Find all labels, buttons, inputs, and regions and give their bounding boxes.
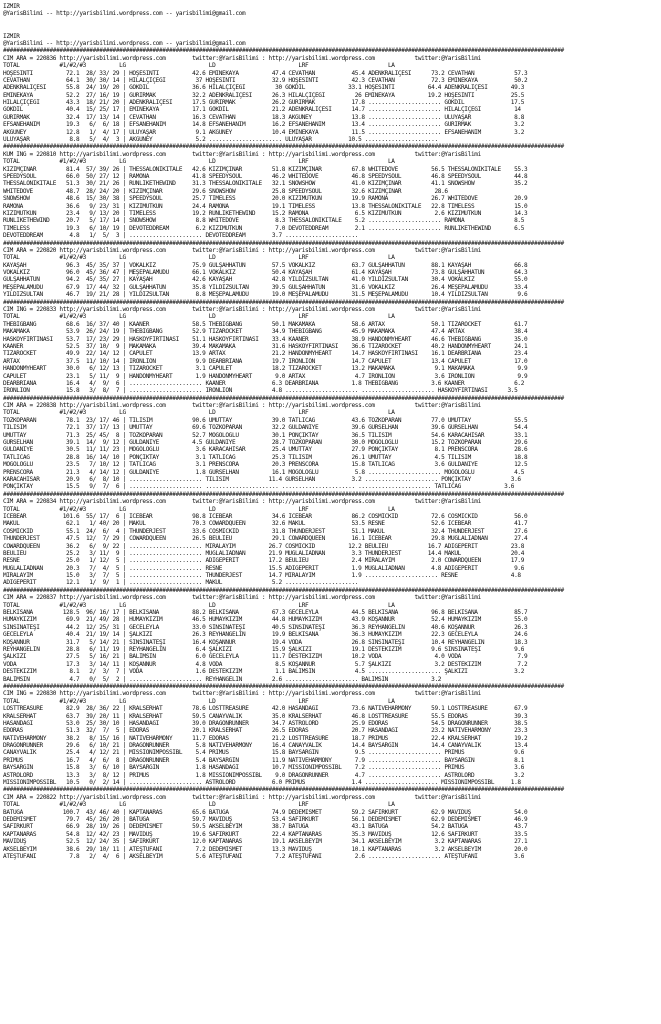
text-line: HANDONMYHEART 30.0 6/ 12/ 13 | TIZAROCKET 3.1 CAPULET 18.2 TIZAROCKET 13.2 MAKAMAKA 9.1 MAKAMAKA 9.9: [3, 365, 528, 373]
text-line: CAPULET 23.1 5/ 11/ 9 | HANDONMYHEART 1.9 HANDONMYHEART 9.0 ARTAX 4.7 IRONLION 3.6 IRONLION 9.9: [3, 372, 528, 380]
text-line: IZMIR: [3, 3, 20, 10]
text-line: COSMICKID 55.1 24/ 6/ 4 | THUNDERJEST 33.6 COSMICKID 31.8 THUNDERJEST 51.1 MAKUL 32.4 THUNDERJEST 27.6: [3, 527, 528, 535]
text-line: UMUTTAY 71.3 25/ 45/ 8 | TOZKOPARAN 52.7 MOĞOLOĞLU 30.1 PONÇIKTAY 36.5 TILISIM 54.6 KARACAHISAR 33.1: [3, 431, 528, 439]
text-line: #########################################################################################################################################################################: [3, 394, 564, 402]
text-line: KIZIMUTKUN 23.4 9/ 13/ 20 | TIMELESS 19.2 RUNLIKETHEWIND 15.2 RAMONA 6.5 KIZIMUTKUN 2.6 KIZIMUTKUN 14.3: [3, 209, 528, 217]
text-line: GECELEYLA 40.4 21/ 19/ 14 | ŞALKIZI 26.3 REYHANGELIN 19.9 BELKISANA 36.3 HUMAYKIZIM 22.3 GECELEYLA 24.6: [3, 631, 528, 639]
text-line: MEŞEPALAMUDU 67.9 17/ 44/ 32 | GÜLŞAHHATUN 35.8 YILDIZSULTAN 39.5 GÜLŞAHHATUN 31.6 VOKALKIZ 26.4 MEŞEPALAMUDU 33.4: [3, 283, 528, 291]
text-line: TOTAL #1/#2/#3 LG LD LRF LA: [3, 158, 395, 166]
text-line: CANAYVALIK 25.4 4/ 12/ 21 | MISSIONIMPOSSIBL 5.4 PRIMUS 15.8 BAYSARGIN 9.5 ...................... PRIMUS 9.6: [3, 749, 525, 757]
text-line: SINSINATEŞI 44.2 12/ 25/ 31 | GECELEYLA 33.0 SINSINATEŞI 40.5 SINSINATEŞI 36.3 REYHANGELIN 40.6 KOŞANNUR 26.3: [3, 623, 528, 631]
text-line: #########################################################################################################################################################################: [3, 586, 564, 594]
text-line: #########################################################################################################################################################################: [3, 682, 564, 690]
text-line: KIZIMÇINAR 81.4 57/ 39/ 26 | THESSALONIKITALE 42.6 KIZIMÇINAR 51.8 KIZIMÇINAR 67.8 WHITEDOVE 56.5 THESSALONIKITALE 55.3: [3, 165, 528, 173]
text-line: MAKAMAKA 53.9 26/ 24/ 19 | THEBIGBANG 52.9 TIZAROCKET 34.9 THEBIGBANG 45.9 MAKAMAKA 47.4 ARTAX 38.4: [3, 328, 528, 336]
text-line: DRAGONRUNNER 29.6 6/ 10/ 21 | DRAGONRUNNER 5.8 NATIVEHARMONY 16.4 CANAYVALIK 14.4 BAYSARGIN 14.4 CANAYVALIK 13.4: [3, 742, 528, 750]
text-line: CIM ING = 220830 http://yarisbilimi.wordpress.com twitter:@YarisBilimi : http://yarisbilimi.wordpress.com twitter:@YarisBilimi: [3, 690, 481, 698]
text-line: THUNDERJEST 47.5 12/ 7/ 29 | COWARDQUEEN 26.5 BEULIEU 29.1 COWARDQUEEN 16.1 ICEBEAR 29.8 MUĞLALIADNAN 27.4: [3, 535, 528, 543]
text-line: TOTAL #1/#2/#3 LG LD LRF LA: [3, 254, 395, 262]
text-line: THEBIGBANG 68.6 16/ 37/ 40 | KAANER 58.5 THEBIGBANG 50.1 MAKAMAKA 58.6 ARTAX 50.1 TIZAROCKET 61.7: [3, 320, 528, 328]
text-line: KRALSERHAT 63.7 39/ 20/ 11 | KRALSERHAT 59.5 CANAYVALIK 35.0 KRALSERHAT 46.8 LOSTTREASURE 55.5 EDORAS 39.3: [3, 712, 528, 720]
text-line: EDORAS 51.3 32/ 7/ 5 | EDORAS 20.1 KRALSERHAT 26.5 EDORAS 20.7 HASANDAĞI 23.2 NATIVEHARMONY 23.3: [3, 727, 528, 735]
text-line: CIM ARA = 220820 http://yarisbilimi.wordpress.com twitter:@YarisBilimi : http://yarisbilimi.wordpress.com twitter:@YarisBilimi: [3, 246, 481, 254]
text-line: PONÇIKTAY 15.5 9/ 7/ 6 | ...................... ...................... ...................... ...................... TATLICAĞ 3.6: [3, 483, 515, 491]
text-line: MAKUL 62.1 1/ 40/ 20 | MAKUL 70.3 COWARDQUEEN 32.6 MAKUL 53.5 RESNE 52.6 ICEBEAR 41.7: [3, 520, 528, 528]
text-line: KAANER 52.5 37/ 10/ 9 | MAKAMAKA 39.4 MAKAMAKA 31.6 HASKÖYFIRTINASI 36.6 TIZAROCKET 40.2 HANDONMYHEART 24.1: [3, 342, 528, 350]
text-line: TOTAL #1/#2/#3 LG LD LRF LA: [3, 601, 395, 609]
text-line: TOZKOPARAN 78.1 23/ 17/ 46 | TILISIM 90.6 UMUTTAY 39.0 TATLICAĞ 43.6 TOZKOPARAN 77.0 UMUTTAY 55.5: [3, 416, 528, 424]
text-line: ARTAX 37.5 11/ 10/ 14 | IRONLION 9.9 DEARBRIANA 19.7 IRONLION 14.7 CAPULET 13.4 CAPULET 17.0: [3, 357, 528, 365]
text-line: KARACAHISAR 20.9 6/ 8/ 10 | ...................... TILISIM 11.4 GÜRSELHAN 3.2 ...................... PONÇIKTAY 3.6: [3, 476, 521, 483]
text-line: [3, 25, 661, 32]
text-line: EFSANEHANIM 19.3 6/ 6/ 18 | EFSANEHANIM 14.8 EFSANEHANIM 16.2 EFSANEHANIM 13.4 ...................... GÜRIRMAK 3.2: [3, 121, 525, 129]
text-line: BATUGA 100.7 43/ 46/ 40 | KAPTANARAS 65.6 BATUGA 74.9 DEDEMISMET 59.2 SAFIRKURT 62.9 MAVIDÜŞ 54.0: [3, 808, 528, 816]
text-line: #########################################################################################################################################################################: [3, 239, 564, 247]
text-line: MISSIONIMPOSSIBL 10.5 0/ 2/ 14 | ...................... ASTROLORD 6.0 PRIMUS 1.4 ...................... MISSIONIMPOSSIBL 1.8: [3, 779, 521, 787]
text-line: NATIVEHARMONY 38.2 8/ 15/ 16 | NATIVEHARMONY 11.7 EDORAS 21.2 LOSTTREASURE 18.7 PRIMUS 22.4 KRALSERHAT 19.2: [3, 734, 528, 742]
text-line: DEARBRIANA 16.4 4/ 9/ 6 | ...................... KAANER 6.3 DEARBRIANA 1.8 THEBIGBANG 3.6 KAANER 6.2: [3, 379, 525, 387]
text-line: BEULIEU 25.2 3/ 11/ 9 | ...................... MUĞLALIADNAN 21.9 MUĞLALIADNAN 3.3 THUNDERJEST 14.4 MAKUL 20.4: [3, 549, 525, 557]
text-line: TIZAROCKET 49.9 22/ 14/ 12 | CAPULET 13.9 ARTAX 21.2 HANDONMYHEART 14.7 HASKÖYFIRTINASI 16.1 DEARBRIANA 23.4: [3, 350, 528, 358]
text-line: RUNLIKETHEWIND 20.7 5/ 17/ 14 | SNOWSHOW 8.8 WHITEDOVE 8.3 THESSALONIKITALE 5.2 ...................... RAMONA 8.5: [3, 217, 525, 225]
text-line: HOŞESINTI 72.1 28/ 33/ 29 | HOŞESINTI 42.6 EMINEKAYA 47.4 CEVATHAN 45.4 ADENKRALIÇESI 73.2 CEVATHAN 57.3: [3, 69, 528, 77]
text-line: ADENKRALIÇESI 55.8 24/ 19/ 20 | GÖKDIL 36.6 HILALÇİÇEĞI 30 GÖKDIL 33.1 HOŞESINTI 64.4 ADENKRALIÇESI 49.3: [3, 84, 525, 92]
text-line: @YarisBilimi -- http://yarisbilimi.wordpress.com -- yarisbilimi@gmail.com: [3, 10, 246, 18]
text-line: BALIMSIN 4.7 0/ 5/ 2 | ...................... REYHANGELIN 2.6 ...................... BALIMSIN 3.2: [3, 675, 442, 683]
text-line: BAYSARGIN 15.8 3/ 6/ 10 | BAYSARGIN 1.8 HASANDAĞI 10.7 MISSIONIMPOSSIBL 7.2 ...................... PRIMUS 3.6: [3, 764, 525, 772]
text-line: ULUYAŞAR 8.8 5/ 4/ 3 | AKGÜNEY 5.2 ...................... ULUYAŞAR 10.5 ......................: [3, 136, 438, 144]
text-line: KAPTANARAS 54.8 12/ 42/ 23 | MAVIDÜŞ 19.6 SAFIRKURT 22.4 KAPTANARAS 35.3 MAVIDÜŞ 12.6 SAFIRKURT 33.5: [3, 830, 528, 838]
text-line: DEVOTEDDREAM 4.8 1/ 5/ 3 | ...................... DEVOTEDDREAM 3.7 ......................: [3, 232, 359, 240]
text-line: MIRALAYIM 15.0 3/ 7/ 5 | ...................... THUNDERJEST 14.7 MIRALAYIM 1.9 ...................... RESNE 4.8: [3, 572, 521, 580]
text-line: HILALÇİÇEĞI 43.3 18/ 21/ 20 | ADENKRALIÇESI 17.5 GÜRIRMAK 26.2 GÜRIRMAK 17.8 ...................... GÖKDIL 17.5: [3, 99, 525, 107]
text-line: WHITEDOVE 48.7 28/ 24/ 20 | KIZIMÇINAR 29.6 SNOWSHOW 25.8 SPEEDYSOUL 32.6 KIZIMÇINAR 28.6: [3, 187, 448, 195]
text-line: TOTAL #1/#2/#3 LG LD LRF LA: [3, 801, 395, 809]
text-line: COWARDQUEEN 36.2 6/ 9/ 22 | ...................... MIRALAYIM 26.7 COSMICKID 12.2 BEULIEU 16.7 ADIGEPERIT 23.8: [3, 542, 525, 550]
text-line: SNOWSHOW 48.6 15/ 30/ 38 | SPEEDYSOUL 25.7 TIMELESS 20.0 KIZIMUTKUN 19.9 RAMONA 26.7 WHITEDOVE 20.9: [3, 195, 528, 203]
text-line: THESSALONIKITALE 51.3 30/ 21/ 26 | RUNLIKETHEWIND 31.3 THESSALONIKITALE 32.1 SNOWSHOW 41.0 KIZIMÇINAR 41.1 SNOWSHOW 35.2: [3, 180, 528, 188]
text-line: CIM ARA = 220822 http://yarisbilimi.wordpress.com twitter:@YarisBilimi : http://yarisbilimi.wordpress.com twitter:@YarisBilimi: [3, 793, 481, 801]
text-line: IZMIR: [3, 32, 20, 40]
text-line: TATLICAĞ 28.8 16/ 14/ 10 | PONÇIKTAY 3.1 TATLICAĞ 25.3 TILISIM 26.1 UMUTTAY 4.5 TILISIM 18.8: [3, 453, 528, 461]
text-line: GÖKDIL 40.4 15/ 25/ 17 | EMINEKAYA 17.1 GÖKDIL 21.2 ADENKRALIÇESI 14.7 ...................... HILALÇİÇEĞI 14: [3, 106, 521, 114]
text-line: TOTAL #1/#2/#3 LG LD LRF LA: [3, 697, 395, 705]
text-line: PRENSCORA 21.3 4/ 14/ 12 | GÜLDANIYE 1.8 GÜRSELHAN 16.1 MOĞOLOĞLU 5.8 ...................... MOĞOLOĞLU 4.5: [3, 468, 525, 476]
text-line: BELKISANA 128.5 96/ 16/ 17 | BELKISANA 88.2 BELKISANA 67.3 GECELEYLA 44.5 BELKISANA 96.8 BELKISANA 85.7: [3, 609, 528, 617]
text-line: MAVIDÜŞ 52.5 12/ 24/ 35 | SAFIRKURT 12.0 KAPTANARAS 19.1 AKSELBEYIM 34.1 AKSELBEYIM 3.2 KAPTANARAS 27.1: [3, 838, 528, 846]
text-line: TIMELESS 19.3 6/ 10/ 19 | DEVOTEDDREAM 6.2 KIZIMUTKUN 7.0 DEVOTEDDREAM 2.1 ...................... RUNLIKETHEWIND 6.5: [3, 224, 525, 232]
text-line: #########################################################################################################################################################################: [3, 490, 564, 498]
text-line: ADIGEPERIT 12.1 1/ 9/ 1 | ...................... MAKUL 5.2 ......................: [3, 579, 359, 587]
text-line: CIM ING = 220833 http://yarisbilimi.wordpress.com twitter:@YarisBilimi : http://yarisbilimi.wordpress.com twitter:@YarisBilimi: [3, 306, 481, 314]
text-line: MOĞOLOĞLU 23.5 7/ 10/ 12 | TATLICAĞ 3.1 PRENSCORA 20.3 PRENSCORA 15.8 TATLICAĞ 3.6 GÜLDANIYE 12.5: [3, 461, 528, 469]
text-line: AKSELBEYIM 38.6 29/ 10/ 11 | ATEŞTUFANI 7.2 DEDEMISMET 13.3 MAVIDÜŞ 10.1 KAPTANARAS 3.2 AKSELBEYIM 20.0: [3, 845, 528, 853]
text-line: KUM ING = 220810 http://yarisbilimi.wordpress.com twitter:@YarisBilimi : http://yarisbilimi.wordpress.com twitter:@YarisBilimi: [3, 150, 481, 158]
text-line: DEDEMISMET 79.7 45/ 26/ 20 | BATUGA 59.7 MAVIDÜŞ 53.4 SAFIRKURT 56.1 DEDEMISMET 62.9 DEDEMISMET 46.9: [3, 815, 528, 823]
text-line: CIM ARA = 220836 http://yarisbilimi.wordpress.com twitter:@YarisBilimi : http://yarisbilimi.wordpress.com twitter:@YarisBilimi: [3, 54, 481, 62]
text-line: GÜLDANIYE 30.5 11/ 11/ 23 | MOĞOLOĞLU 3.6 KARACAHISAR 25.4 UMUTTAY 27.9 PONÇIKTAY 8.1 PRENSCORA 28.6: [3, 446, 528, 454]
text-line: GÜRSELHAN 39.1 14/ 9/ 12 | GÜLDANIYE 4.5 GÜLDANIYE 28.7 TOZKOPARAN 30.0 MOĞOLOĞLU 15.2 TOZKOPARAN 29.6: [3, 439, 528, 447]
text-line: TILISIM 72.1 37/ 17/ 13 | UMUTTAY 69.6 TOZKOPARAN 32.2 GÜLDANIYE 39.6 GÜRSELHAN 39.6 GÜRSELHAN 54.4: [3, 424, 528, 432]
text-line: YILDIZSULTAN 46.7 19/ 21/ 28 | YILDIZSULTAN 8.8 MEŞEPALAMUDU 19.0 MEŞEPALAMUDU 31.5 MEŞEPALAMUDU 10.4 YILDIZSULTAN 9.6: [3, 291, 528, 299]
text-line: IRONLION 15.8 3/ 8/ 7 | ...................... IRONLION 4.8 ...................... ...................... HASKÖYFIRTINASI 3.5: [3, 387, 518, 395]
text-line: HUMAYKIZIM 69.9 21/ 49/ 28 | HUMAYKIZIM 46.5 HUMAYKIZIM 44.8 HUMAYKIZIM 43.9 KOŞANNUR 52.4 HUMAYKIZIM 55.0: [3, 616, 528, 624]
text-line: @YarisBilimi -- http://yarisbilimi.wordpress.com -- yarisbilimi@gmail.com: [3, 39, 246, 47]
text-line: DESTEKIZIM 8.1 2/ 3/ 7 | VODA 1.6 DESTEKIZIM 1.1 BALIMSIN 4.5 ...................... ŞALKIZI 3.2: [3, 668, 525, 676]
text-line: HASANDAĞI 53.0 25/ 30/ 10 | HASANDAĞI 39.0 DRAGONRUNNER 34.7 ASTROLORD 25.9 EDORAS 54.5 DRAGONRUNNER 38.5: [3, 719, 528, 727]
text-line: CIM ARA = 220837 http://yarisbilimi.wordpress.com twitter:@YarisBilimi : http://yarisbilimi.wordpress.com twitter:@YarisBilimi: [3, 594, 481, 602]
text-line: ŞALKIZI 27.5 5/ 16/ 21 | BALIMSIN 6.0 GECELEYLA 11.7 DESTEKIZIM 10.2 VODA 4.0 VODA 7.9: [3, 653, 528, 661]
text-line: KAYAŞAH 96.3 45/ 35/ 37 | VOKALKIZ 75.9 GÜLŞAHHATUN 57.5 VOKALKIZ 63.7 GÜLŞAHHATUN 88.1 KAYAŞAH 66.8: [3, 261, 528, 269]
text-line: #########################################################################################################################################################################: [3, 298, 564, 306]
text-line: #########################################################################################################################################################################: [3, 786, 564, 794]
text-line: TOTAL #1/#2/#3 LG LD LRF LA: [3, 505, 395, 513]
text-line: HASKÖYFIRTINASI 53.7 17/ 23/ 29 | HASKÖYFIRTINASI 51.1 HASKÖYFIRTINASI 33.4 KAANER 38.9 HANDONMYHEART 46.6 THEBIGBANG 35.0: [3, 335, 528, 343]
text-line: ASTROLORD 13.3 3/ 8/ 12 | PRIMUS 1.8 MISSIONIMPOSSIBL 9.0 DRAGONRUNNER 4.7 ...................... ASTROLORD 3.2: [3, 771, 525, 779]
text-line: TOTAL #1/#2/#3 LG LD LRF LA: [3, 409, 395, 417]
text-line: KOŞANNUR 31.7 5/ 14/ 21 | SINSINATEŞI 16.4 KOŞANNUR 19.4 VODA 26.8 SINSINATEŞI 10.4 REYHANGELIN 18.3: [3, 638, 528, 646]
text-line: #########################################################################################################################################################################: [3, 47, 564, 55]
text-line: RAMONA 36.6 9/ 23/ 31 | KIZIMUTKUN 24.4 RAMONA 19.1 TIMELESS 13.8 THESSALONIKITALE 22.8 TIMELESS 15.0: [3, 202, 528, 210]
text-line: CIM ARA = 220838 http://yarisbilimi.wordpress.com twitter:@YarisBilimi : http://yarisbilimi.wordpress.com twitter:@YarisBilimi: [3, 402, 481, 410]
text-line: PRIMUS 16.7 4/ 6/ 8 | DRAGONRUNNER 5.4 BAYSARGIN 11.9 NATIVEHARMONY 7.9 ...................... BAYSARGIN 8.1: [3, 756, 525, 764]
text-line: VODA 17.3 3/ 14/ 11 | KOŞANNUR 4.8 VODA 8.5 KOŞANNUR 5.7 ŞALKIZI 3.2 DESTEKIZIM 7.2: [3, 660, 528, 668]
text-line: VOKALKIZ 96.0 45/ 36/ 47 | MEŞEPALAMUDU 66.1 VOKALKIZ 50.4 KAYAŞAH 61.4 KAYAŞAH 73.8 GÜLŞAHHATUN 64.3: [3, 269, 528, 277]
text-line: AKGÜNEY 12.8 1/ 4/ 17 | ULUYAŞAR 9.1 AKGÜNEY 10.4 EMINEKAYA 11.5 ...................... EFSANEHANIM 3.2: [3, 128, 525, 136]
text-line: CEVATHAN 64.1 30/ 30/ 14 | HILALÇİÇEĞI 37 HOŞESINTI 32.9 HOŞESINTI 42.3 CEVATHAN 72.3 EMINEKAYA 50.2: [3, 76, 528, 84]
text-line: GÜRIRMAK 32.4 17/ 13/ 14 | CEVATHAN 16.3 CEVATHAN 18.3 AKGÜNEY 13.8 ...................... ULUYAŞAR 8.8: [3, 113, 525, 121]
text-line: REYHANGELIN 28.8 6/ 11/ 19 | REYHANGELIN 6.4 ŞALKIZI 15.9 ŞALKIZI 19.1 DESTEKIZIM 9.6 SINSINATEŞI 9.6: [3, 645, 525, 653]
text-line: GÜLŞAHHATUN 94.2 45/ 35/ 27 | KAYAŞAH 42.6 KAYAŞAH 42.8 YILDIZSULTAN 41.0 YILDIZSULTAN 30.4 VOKALKIZ 55.0: [3, 276, 528, 284]
text-line: RESNE 25.0 1/ 12/ 5 | ...................... ADIGEPERIT 17.2 BEULIEU 2.4 MIRALAYIM 2.0 COWARDQUEEN 17.9: [3, 557, 525, 565]
text-line: ATEŞTUFANI 7.8 2/ 4/ 6 | AKSELBEYIM 5.6 ATEŞTUFANI 7.2 ATEŞTUFANI 2.6 ...................... ATEŞTUFANI 3.6: [3, 852, 525, 860]
text-line: #########################################################################################################################################################################: [3, 143, 564, 151]
text-line: SAFIRKURT 66.9 28/ 19/ 26 | DEDEMISMET 59.5 AKSELBEYIM 38.7 BATUGA 43.1 BATUGA 54.2 BATUGA 43.7: [3, 823, 528, 831]
text-line: CIM ARA = 220834 http://yarisbilimi.wordpress.com twitter:@YarisBilimi : http://yarisbilimi.wordpress.com twitter:@YarisBilimi: [3, 498, 481, 506]
text-line: LOSTTREASURE 82.9 28/ 36/ 22 | KRALSERHAT 78.6 LOSTTREASURE 42.0 HASANDAĞI 73.6 NATIVEHARMONY 59.1 LOSTTREASURE 67.9: [3, 705, 528, 713]
text-line: TOTAL #1/#2/#3 LG LD LRF LA: [3, 313, 395, 321]
text-line: ICEBEAR 101.6 55/ 17/ 6 | ICEBEAR 98.8 ICEBEAR 34.6 ICEBEAR 86.2 COSMICKID 72.6 COSMICKID 56.0: [3, 512, 528, 520]
text-line: MUĞLALIADNAN 20.3 7/ 4/ 5 | ...................... RESNE 15.5 ADIGEPERIT 1.9 MUĞLALIADNAN 4.8 ADIGEPERIT 9.6: [3, 564, 525, 572]
text-line: SPEEDYSOUL 66.0 50/ 27/ 12 | RAMONA 41.8 SPEEDYSOUL 46.2 WHITEDOVE 46.8 SPEEDYSOUL 46.8 SPEEDYSOUL 44.8: [3, 172, 528, 180]
text-line: EMINEKAYA 52.2 27/ 16/ 19 | GÜRIRMAK 32.2 ADENKRALIÇESI 26.3 HILALÇİÇEĞI 26 EMINEKAYA 19.2 HOŞESINTI 25.5: [3, 91, 525, 99]
text-line: TOTAL #1/#2/#3 LG LD LRF LA: [3, 62, 395, 70]
text-line: [3, 18, 661, 25]
